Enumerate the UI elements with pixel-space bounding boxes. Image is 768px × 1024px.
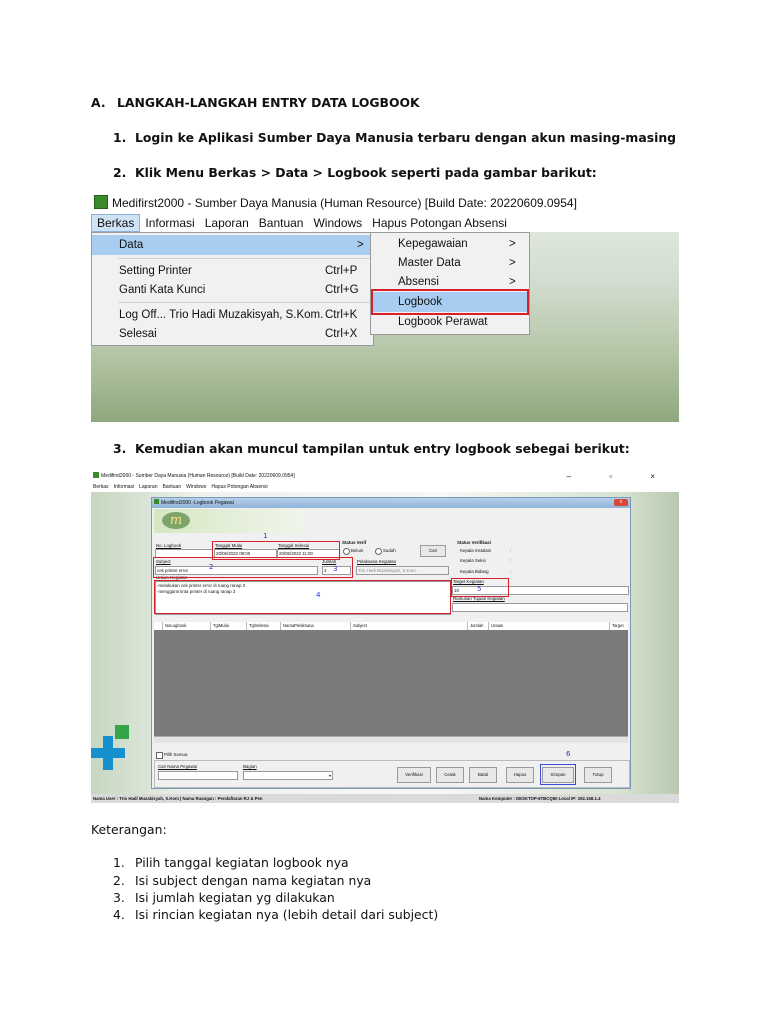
pilih-semua-label: Pilih Semua bbox=[164, 752, 188, 757]
no-logbook-label: No. Logbook bbox=[156, 543, 181, 548]
colon: : bbox=[510, 558, 512, 563]
menu-windows[interactable]: Windows bbox=[186, 484, 207, 490]
rumusan-field[interactable] bbox=[452, 603, 628, 612]
menu-item-log-off[interactable]: Log Off... Trio Hadi Muzakisyah, S.Kom. Ctrl+K bbox=[119, 309, 358, 321]
col-tglmulai[interactable]: TglMulai bbox=[210, 622, 229, 630]
jumlah-label: Jumlah bbox=[322, 559, 337, 564]
tanggal-mulai-field[interactable]: 20/06/2022 08:00 bbox=[214, 549, 277, 558]
col-uraian[interactable]: Uraian bbox=[488, 622, 503, 630]
app-icon bbox=[93, 472, 99, 478]
jumlah-field[interactable]: 3 bbox=[322, 566, 351, 575]
uraian-line-2: -mengganti tinta printer di ruang ranap 3 bbox=[157, 589, 236, 594]
menu-item-ganti-kata-kunci[interactable]: Ganti Kata Kunci Ctrl+G bbox=[119, 284, 359, 296]
marker-5: 5 bbox=[477, 585, 482, 593]
cari-button[interactable]: Cari bbox=[420, 545, 446, 557]
bagian-label: Bagian bbox=[243, 764, 257, 769]
app-icon bbox=[94, 195, 108, 209]
menu-hapus-potongan[interactable]: Hapus Potongan Absensi bbox=[211, 484, 268, 490]
pilih-semua-checkbox[interactable] bbox=[156, 752, 163, 759]
status-bar bbox=[91, 794, 679, 803]
data-submenu bbox=[370, 232, 530, 335]
target-kegiatan-label: Target Kegiatan bbox=[453, 579, 484, 584]
colon: : bbox=[510, 548, 512, 553]
subject-label: Subject bbox=[156, 559, 171, 564]
keterangan-item-3: 3. Isi jumlah kegiatan yg dilakukan bbox=[113, 890, 335, 905]
menu-laporan[interactable]: Laporan bbox=[204, 216, 249, 230]
col-jumlah[interactable]: Jumlah bbox=[467, 622, 484, 630]
window-menu-bar bbox=[91, 483, 679, 492]
status-verif-label: Status Verif bbox=[342, 540, 367, 545]
cetak-button[interactable]: Cetak bbox=[436, 767, 464, 783]
keterangan-item-4: 4. Isi rincian kegiatan nya (lebih detail dari subject) bbox=[113, 907, 439, 922]
dropdown-arrow-icon: ▾ bbox=[328, 773, 331, 778]
menu-laporan[interactable]: Laporan bbox=[139, 484, 158, 490]
step-3: 3. Kemudian akan muncul tampilan untuk entry logbook sebegai berikut: bbox=[113, 441, 630, 456]
app-title: Medifirst2000 - Sumber Daya Manusia (Human Resource) [Build Date: 20220609.0954] bbox=[112, 196, 577, 210]
menu-bar bbox=[91, 214, 679, 232]
col-tglselesai[interactable]: TglSelesai bbox=[246, 622, 269, 630]
logo-letter: m bbox=[162, 512, 190, 529]
marker-2: 2 bbox=[209, 563, 214, 571]
marker-4: 4 bbox=[316, 591, 321, 599]
keterangan-item-2: 2. Isi subject dengan nama kegiatan nya bbox=[113, 873, 372, 888]
berkas-dropdown bbox=[91, 232, 374, 346]
medifirst-logo bbox=[154, 509, 304, 533]
hapus-button[interactable]: Hapus bbox=[506, 767, 534, 783]
rumusan-label: Rumusan Tujuan Kegiatan bbox=[453, 596, 505, 601]
logbook-table[interactable] bbox=[154, 622, 628, 742]
medical-cross-accent bbox=[115, 725, 129, 739]
cari-nama-label: Cari Nama Pegawai bbox=[158, 764, 198, 769]
dialog-icon bbox=[154, 499, 159, 504]
subject-jumlah-highlight-box bbox=[153, 557, 353, 578]
window-title: Medifirst2000 - Sumber Daya Manusia (Human Resource) [Build Date: 20220609.0954] bbox=[101, 473, 295, 479]
bagian-select[interactable] bbox=[243, 771, 333, 780]
menu-item-setting-printer[interactable]: Setting Printer Ctrl+P bbox=[119, 265, 358, 277]
menu-bantuan[interactable]: Bantuan bbox=[162, 484, 182, 490]
submenu-item-master-data[interactable]: Master Data > bbox=[398, 257, 516, 269]
tanggal-mulai-label: Tanggal Mulai bbox=[215, 543, 243, 548]
window-controls[interactable]: – ▫ × bbox=[566, 472, 673, 481]
medical-cross-bar bbox=[91, 748, 125, 758]
table-header bbox=[154, 622, 628, 630]
status-computer: Nama Komputer : DESKTOP-6TBCQ50 Local IP: 192.168.1.4 bbox=[479, 796, 601, 801]
keterangan-item-1: 1. Pilih tanggal kegiatan logbook nya bbox=[113, 855, 349, 870]
bottom-panel bbox=[154, 760, 630, 788]
col-nologbook[interactable]: NoLogbook bbox=[162, 622, 186, 630]
window-title-bar bbox=[91, 470, 679, 483]
dialog-close-button[interactable]: x bbox=[614, 499, 628, 506]
menu-hapus-potongan[interactable]: Hapus Potongan Absensi bbox=[372, 216, 507, 230]
cari-nama-field[interactable] bbox=[158, 771, 238, 780]
menu-informasi[interactable]: Informasi bbox=[145, 216, 195, 230]
marker-3: 3 bbox=[333, 565, 338, 573]
status-verifikasi-label: Status Verifikasi bbox=[457, 540, 491, 545]
marker-1: 1 bbox=[263, 532, 268, 540]
submenu-item-logbook[interactable]: Logbook bbox=[371, 292, 529, 312]
tutup-button[interactable]: Tutup bbox=[584, 767, 612, 783]
step-2: 2. Klik Menu Berkas > Data > Logbook seperti pada gambar barikut: bbox=[113, 165, 597, 180]
belum-radio[interactable] bbox=[343, 548, 350, 555]
uraian-highlight-box bbox=[154, 580, 451, 614]
menu-screenshot bbox=[91, 192, 679, 422]
logbook-highlight-box bbox=[371, 289, 529, 315]
uraian-line-1: -melakukan cek printer error di ruang ranap 3 bbox=[157, 583, 246, 588]
col-subject[interactable]: Subject bbox=[350, 622, 367, 630]
uraian-label: Uraian Kegiatan bbox=[156, 575, 188, 580]
logbook-screenshot bbox=[91, 470, 679, 803]
status-user: Nama User : Trio Hadi Muzakisyah, S.Kom | Nama Ruangan : Pendaftaran RJ & Pen bbox=[93, 796, 263, 801]
simpan-button[interactable]: Simpan bbox=[542, 767, 574, 783]
simpan-highlight-box bbox=[540, 764, 576, 785]
table-horizontal-scrollbar[interactable] bbox=[154, 736, 628, 743]
keterangan-title: Keterangan: bbox=[91, 822, 167, 837]
menu-informasi[interactable]: Informasi bbox=[113, 484, 135, 490]
logbook-dialog bbox=[151, 497, 631, 789]
sudah-radio[interactable] bbox=[375, 548, 382, 555]
menu-windows[interactable]: Windows bbox=[313, 216, 363, 230]
kepala-bidang-label: Kepala Bidang bbox=[460, 569, 489, 574]
marker-6: 6 bbox=[566, 750, 571, 758]
sudah-label: Sudah bbox=[383, 548, 396, 553]
menu-berkas[interactable]: Berkas bbox=[93, 484, 109, 490]
pelaksana-label: Pelaksana Kegiatan bbox=[357, 559, 397, 564]
submenu-item-absensi[interactable]: Absensi > bbox=[398, 276, 516, 288]
tanggal-selesai-field[interactable]: 20/06/2022 11:00 bbox=[277, 549, 340, 558]
verifikasi-button[interactable]: Verifikasi bbox=[397, 767, 431, 783]
submenu-item-logbook-perawat[interactable]: Logbook Perawat bbox=[398, 316, 488, 328]
kepala-instalasi-label: Kepala Instalasi bbox=[460, 548, 491, 553]
col-target[interactable]: Target bbox=[609, 622, 624, 630]
section-heading: A. LANGKAH-LANGKAH ENTRY DATA LOGBOOK bbox=[91, 95, 420, 110]
belum-label: Belum bbox=[351, 548, 364, 553]
col-namapelaksana[interactable]: NamaPelaksana bbox=[280, 622, 314, 630]
target-kegiatan-field[interactable]: 10 bbox=[452, 586, 629, 595]
tanggal-selesai-label: Tanggal Selesai bbox=[278, 543, 309, 548]
step-1: 1. Login ke Aplikasi Sumber Daya Manusia terbaru dengan akun masing-masing bbox=[113, 130, 677, 145]
menu-berkas[interactable]: Berkas bbox=[91, 214, 140, 232]
submenu-item-kepegawaian[interactable]: Kepegawaian > bbox=[398, 238, 516, 250]
app-title-bar bbox=[91, 192, 679, 214]
kepala-seksi-label: Kepala Seksi bbox=[460, 558, 486, 563]
menu-bantuan[interactable]: Bantuan bbox=[258, 216, 304, 230]
pelaksana-field[interactable]: Trio Hadi Muzakisyah, S.Kom. bbox=[356, 566, 449, 575]
colon: : bbox=[510, 569, 512, 574]
batal-button[interactable]: Batal bbox=[469, 767, 497, 783]
dialog-title: Medifirst2000 -Logbook Pegawai bbox=[161, 500, 234, 506]
dialog-title-bar bbox=[152, 498, 630, 508]
menu-item-selesai[interactable]: Selesai Ctrl+X bbox=[119, 328, 358, 340]
subject-field[interactable]: cek printer error bbox=[155, 566, 318, 575]
menu-item-data[interactable]: Data > bbox=[92, 235, 373, 255]
